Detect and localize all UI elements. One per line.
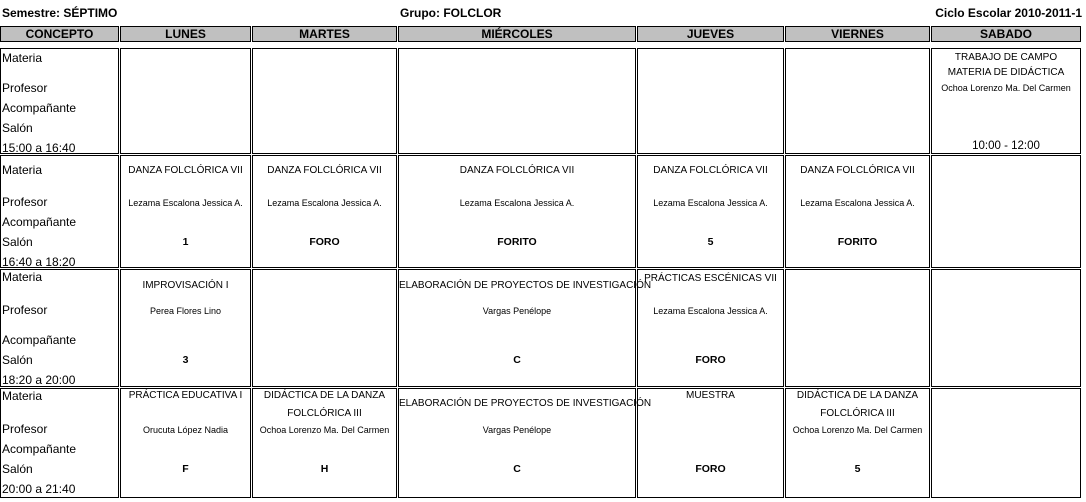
subject-name: TRABAJO DE CAMPO	[954, 52, 1058, 63]
professor-name: Lezama Escalona Jessica A.	[128, 198, 243, 208]
room-name: FORITO	[497, 236, 537, 248]
room-name: FORO	[695, 463, 726, 475]
subject-name: DANZA FOLCLÓRICA VII	[653, 165, 768, 176]
professor-name: Lezama Escalona Jessica A.	[459, 198, 575, 208]
professor-name: Lezama Escalona Jessica A.	[267, 198, 382, 208]
class-cell	[931, 155, 1081, 268]
subject-name: DANZA FOLCLÓRICA VII	[459, 165, 575, 176]
class-cell	[785, 155, 930, 268]
room-name: 5	[854, 463, 861, 475]
professor-name: Lezama Escalona Jessica A.	[653, 198, 768, 208]
class-cell	[637, 269, 784, 387]
professor-name: Lezama Escalona Jessica A.	[653, 306, 768, 316]
subject-name: DANZA FOLCLÓRICA VII	[800, 165, 915, 176]
class-cell	[120, 155, 251, 268]
professor-name: Lezama Escalona Jessica A.	[800, 198, 915, 208]
group-label: Grupo: FOLCLOR	[400, 6, 502, 20]
label-acompanante: Acompañante	[2, 333, 77, 347]
class-cell	[637, 155, 784, 268]
subject-name: DIDÁCTICA DE LA DANZA	[263, 390, 386, 401]
professor-name: Vargas Penélope	[482, 425, 552, 435]
professor-name: Vargas Penélope	[482, 306, 552, 316]
concepto-cell	[0, 269, 119, 387]
column-header-miercoles: MIÉRCOLES	[398, 26, 636, 42]
subject-name: PRÁCTICAS ESCÉNICAS VII	[644, 273, 777, 284]
professor-name: Ochoa Lorenzo Ma. Del Carmen	[259, 425, 390, 435]
professor-name: Perea Flores Lino	[149, 306, 222, 316]
class-cell	[252, 388, 397, 498]
subject-name: DANZA FOLCLÓRICA VII	[128, 165, 243, 176]
label-profesor: Profesor	[2, 81, 48, 95]
column-header-martes: MARTES	[252, 26, 397, 42]
school-cycle-label: Ciclo Escolar 2010-2011-1	[935, 6, 1082, 20]
subject-name: PRÁCTICA EDUCATIVA I	[128, 390, 243, 401]
subject-name: ELABORACIÓN DE PROYECTOS DE INVESTIGACIÓN	[399, 398, 652, 409]
label-materia: Materia	[2, 270, 43, 284]
room-name: FORITO	[837, 236, 878, 248]
label-materia: Materia	[2, 163, 43, 177]
time-slot: 18:20 a 20:00	[2, 373, 76, 387]
room-name: 3	[182, 354, 189, 366]
room-name: F	[182, 463, 189, 475]
class-cell	[931, 48, 1081, 154]
professor-name: Orucuta López Nadia	[142, 425, 229, 435]
subject-name: IMPROVISACIÓN I	[142, 280, 229, 291]
class-cell	[252, 269, 397, 387]
time-slot: 20:00 a 21:40	[2, 482, 76, 496]
subject-name: DANZA FOLCLÓRICA VII	[267, 165, 382, 176]
time-slot: 15:00 a 16:40	[2, 141, 76, 155]
class-cell	[120, 269, 251, 387]
column-header-concepto: CONCEPTO	[0, 26, 119, 42]
subject-name: MUESTRA	[686, 390, 735, 401]
room-name: 1	[182, 236, 189, 248]
room-name: H	[320, 463, 329, 475]
label-salon: Salón	[2, 235, 33, 249]
column-header-viernes: VIERNES	[785, 26, 930, 42]
class-cell	[252, 155, 397, 268]
concepto-cell	[0, 48, 119, 154]
label-materia: Materia	[2, 389, 43, 403]
class-cell	[785, 269, 930, 387]
semester-label: Semestre: SÉPTIMO	[2, 6, 118, 20]
class-cell	[120, 48, 251, 154]
class-cell	[252, 48, 397, 154]
label-salon: Salón	[2, 121, 33, 135]
class-cell	[398, 269, 652, 387]
label-profesor: Profesor	[2, 195, 48, 209]
class-cell	[637, 388, 784, 498]
label-acompanante: Acompañante	[2, 101, 77, 115]
label-acompanante: Acompañante	[2, 442, 77, 456]
class-cell	[398, 155, 636, 268]
class-time: 10:00 - 12:00	[972, 140, 1040, 152]
concepto-cell	[0, 388, 119, 498]
subject-name: MATERIA DE DIDÁCTICA	[947, 67, 1065, 78]
room-name: 5	[707, 236, 714, 248]
label-materia: Materia	[2, 51, 43, 65]
subject-name: DIDÁCTICA DE LA DANZA	[796, 390, 919, 401]
class-cell	[931, 388, 1081, 498]
class-cell	[637, 48, 784, 154]
class-cell	[398, 48, 636, 154]
class-cell	[931, 269, 1081, 387]
class-cell	[398, 388, 652, 498]
professor-name: Ochoa Lorenzo Ma. Del Carmen	[792, 425, 923, 435]
subject-name: ELABORACIÓN DE PROYECTOS DE INVESTIGACIÓN	[399, 280, 652, 291]
room-name: FORO	[695, 354, 726, 366]
column-header-jueves: JUEVES	[637, 26, 784, 42]
label-salon: Salón	[2, 353, 33, 367]
column-header-sabado: SABADO	[931, 26, 1081, 42]
room-name: FORO	[309, 236, 340, 248]
subject-name: FOLCLÓRICA III	[287, 408, 362, 419]
label-salon: Salón	[2, 462, 33, 476]
subject-name: FOLCLÓRICA III	[820, 408, 895, 419]
room-name: C	[513, 463, 521, 475]
class-cell	[120, 388, 251, 498]
class-cell	[785, 48, 930, 154]
column-header-lunes: LUNES	[120, 26, 251, 42]
time-slot: 16:40 a 18:20	[2, 255, 76, 269]
label-profesor: Profesor	[2, 422, 48, 436]
label-acompanante: Acompañante	[2, 215, 77, 229]
room-name: C	[513, 354, 521, 366]
professor-name: Ochoa Lorenzo Ma. Del Carmen	[941, 83, 1071, 93]
label-profesor: Profesor	[2, 303, 48, 317]
concepto-cell	[0, 155, 119, 268]
class-cell	[785, 388, 930, 498]
